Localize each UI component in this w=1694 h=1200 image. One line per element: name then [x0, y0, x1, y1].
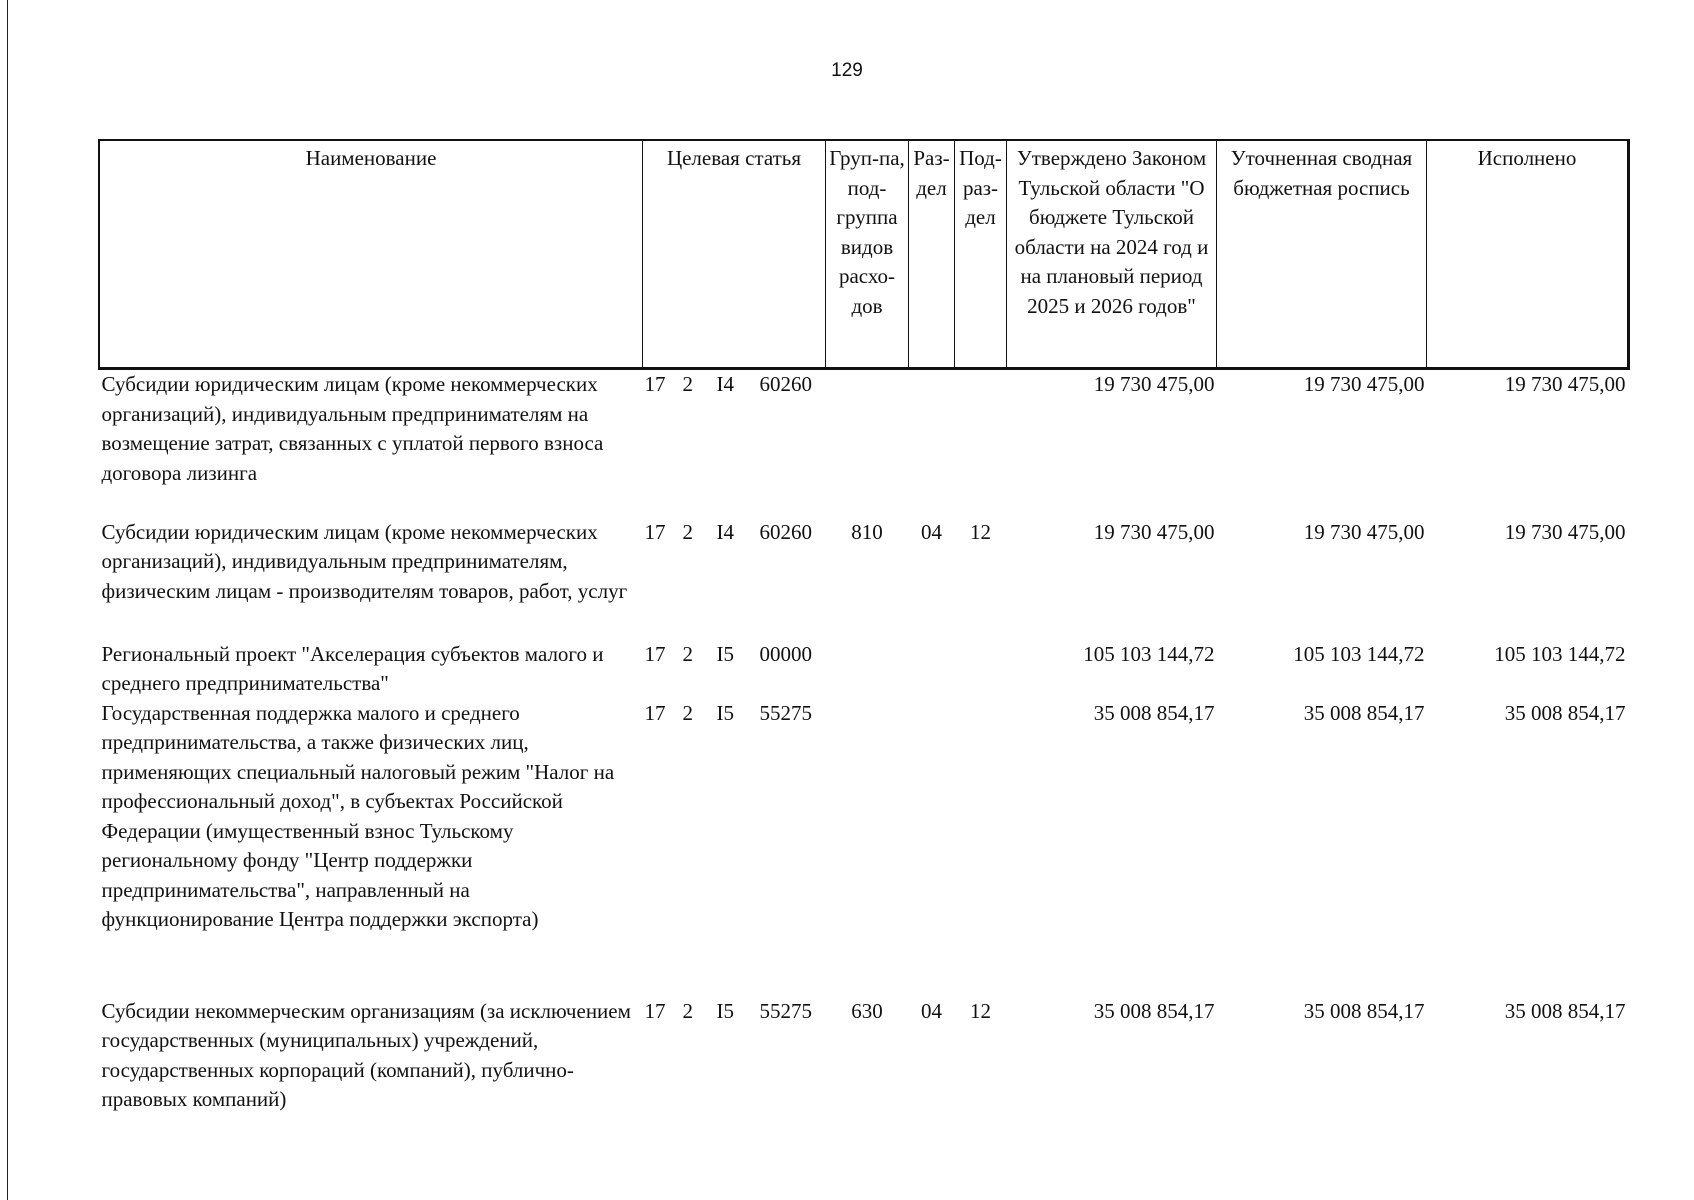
row-refined: 19 730 475,00: [1303, 519, 1425, 544]
row-name: Субсидии юридическим лицам (кроме некоммерческих организаций), индивидуальным предпринимателям, физическим лицам - производителям товаров, работ, услуг: [101, 519, 628, 603]
row-approved: 35 008 854,17: [1093, 700, 1215, 725]
row-approved: 105 103 144,72: [1083, 641, 1215, 666]
code-part: I5: [716, 700, 734, 725]
row-name: Субсидии некоммерческим организациям (за исключением государственных (муниципальных) учреждений, государственных корпораций (компаний), публично-правовых компаний): [101, 998, 631, 1111]
code-part: 60260: [759, 372, 812, 396]
row-refined: 35 008 854,17: [1303, 700, 1425, 725]
row-section: [909, 640, 955, 699]
row-name: Субсидии юридическим лицам (кроме некоммерческих организаций), индивидуальным предпринимателям на возмещение затрат, связанных с уплатой первого взноса договора лизинга: [101, 372, 604, 485]
row-refined: 19 730 475,00: [1303, 372, 1425, 396]
code-part: I5: [716, 641, 734, 666]
row-executed: 35 008 854,17: [1504, 998, 1626, 1023]
table-header: [100, 141, 1628, 368]
page-number: 129: [831, 60, 863, 81]
row-subsection: 12: [970, 998, 991, 1023]
code-part: 17: [644, 700, 666, 725]
row-executed: 19 730 475,00: [1504, 372, 1626, 396]
header-name: Наименование: [100, 141, 643, 368]
row-executed: 105 103 144,72: [1494, 641, 1626, 666]
budget-table: [99, 140, 1628, 1119]
code-part: 00000: [759, 641, 812, 666]
table-row: [100, 699, 1628, 997]
code-part: I5: [716, 998, 734, 1023]
header-approved: Утверждено Законом Тульской области "О бюджете Тульской области на 2024 год и на плановый период 2025 и 2026 годов": [1007, 141, 1217, 368]
header-expense-group: Груп-па, под-группа видов расхо-дов: [826, 141, 909, 368]
code-part: 2: [682, 372, 693, 396]
row-refined: 105 103 144,72: [1293, 641, 1425, 666]
table-body: [100, 368, 1628, 1119]
row-approved: 35 008 854,17: [1093, 998, 1215, 1023]
row-section: [909, 699, 955, 997]
table-row: [100, 640, 1628, 699]
row-approved: 19 730 475,00: [1093, 372, 1215, 396]
row-name: Государственная поддержка малого и среднего предпринимательства, а также физических лиц, применяющих специальный налоговый режим "Налог на профессиональный доход", в субъектах Российской Федерации (имущественный взнос Тульскому региональному фонду "Центр поддержки предпринимательства", направленный на функционирование Центра поддержки экспорта): [101, 700, 615, 931]
row-subsection: [955, 640, 1007, 699]
page-edge-rule: [7, 0, 8, 1200]
header-subsection: Под-раз-дел: [955, 141, 1007, 368]
row-expense-group: [826, 368, 909, 518]
row-refined: 35 008 854,17: [1303, 998, 1425, 1023]
header-refined: Уточненная сводная бюджетная роспись: [1217, 141, 1427, 368]
code-part: 60260: [759, 519, 812, 544]
code-part: 55275: [759, 700, 812, 725]
row-executed: 35 008 854,17: [1504, 700, 1626, 725]
table-row: [100, 518, 1628, 640]
table-row: [100, 368, 1628, 518]
row-expense-group: 810: [851, 519, 883, 544]
row-name: Региональный проект "Акселерация субъектов малого и среднего предпринимательства": [101, 641, 604, 695]
row-expense-group: [826, 640, 909, 699]
row-section: [909, 368, 955, 518]
row-target-article: [643, 699, 826, 997]
code-part: 2: [682, 519, 693, 544]
row-target-article: [643, 640, 826, 699]
code-part: 2: [682, 998, 693, 1023]
row-expense-group: 630: [851, 998, 883, 1023]
code-part: 17: [644, 519, 666, 544]
code-part: 17: [644, 998, 666, 1023]
row-subsection: 12: [970, 519, 991, 544]
row-target-article: [643, 368, 826, 518]
code-part: 17: [644, 641, 666, 666]
header-executed: Исполнено: [1427, 141, 1628, 368]
code-part: I4: [716, 372, 734, 396]
row-subsection: [955, 368, 1007, 518]
code-part: 2: [682, 700, 693, 725]
row-expense-group: [826, 699, 909, 997]
row-subsection: [955, 699, 1007, 997]
code-part: I4: [716, 519, 734, 544]
header-section: Раз-дел: [909, 141, 955, 368]
row-approved: 19 730 475,00: [1093, 519, 1215, 544]
row-executed: 19 730 475,00: [1504, 519, 1626, 544]
code-part: 17: [644, 372, 666, 396]
row-target-article: [643, 997, 826, 1119]
header-target-article: Целевая статья: [643, 141, 826, 368]
table-row: [100, 997, 1628, 1119]
code-part: 2: [682, 641, 693, 666]
code-part: 55275: [759, 998, 812, 1023]
row-section: 04: [921, 519, 942, 544]
row-target-article: [643, 518, 826, 640]
row-section: 04: [921, 998, 942, 1023]
